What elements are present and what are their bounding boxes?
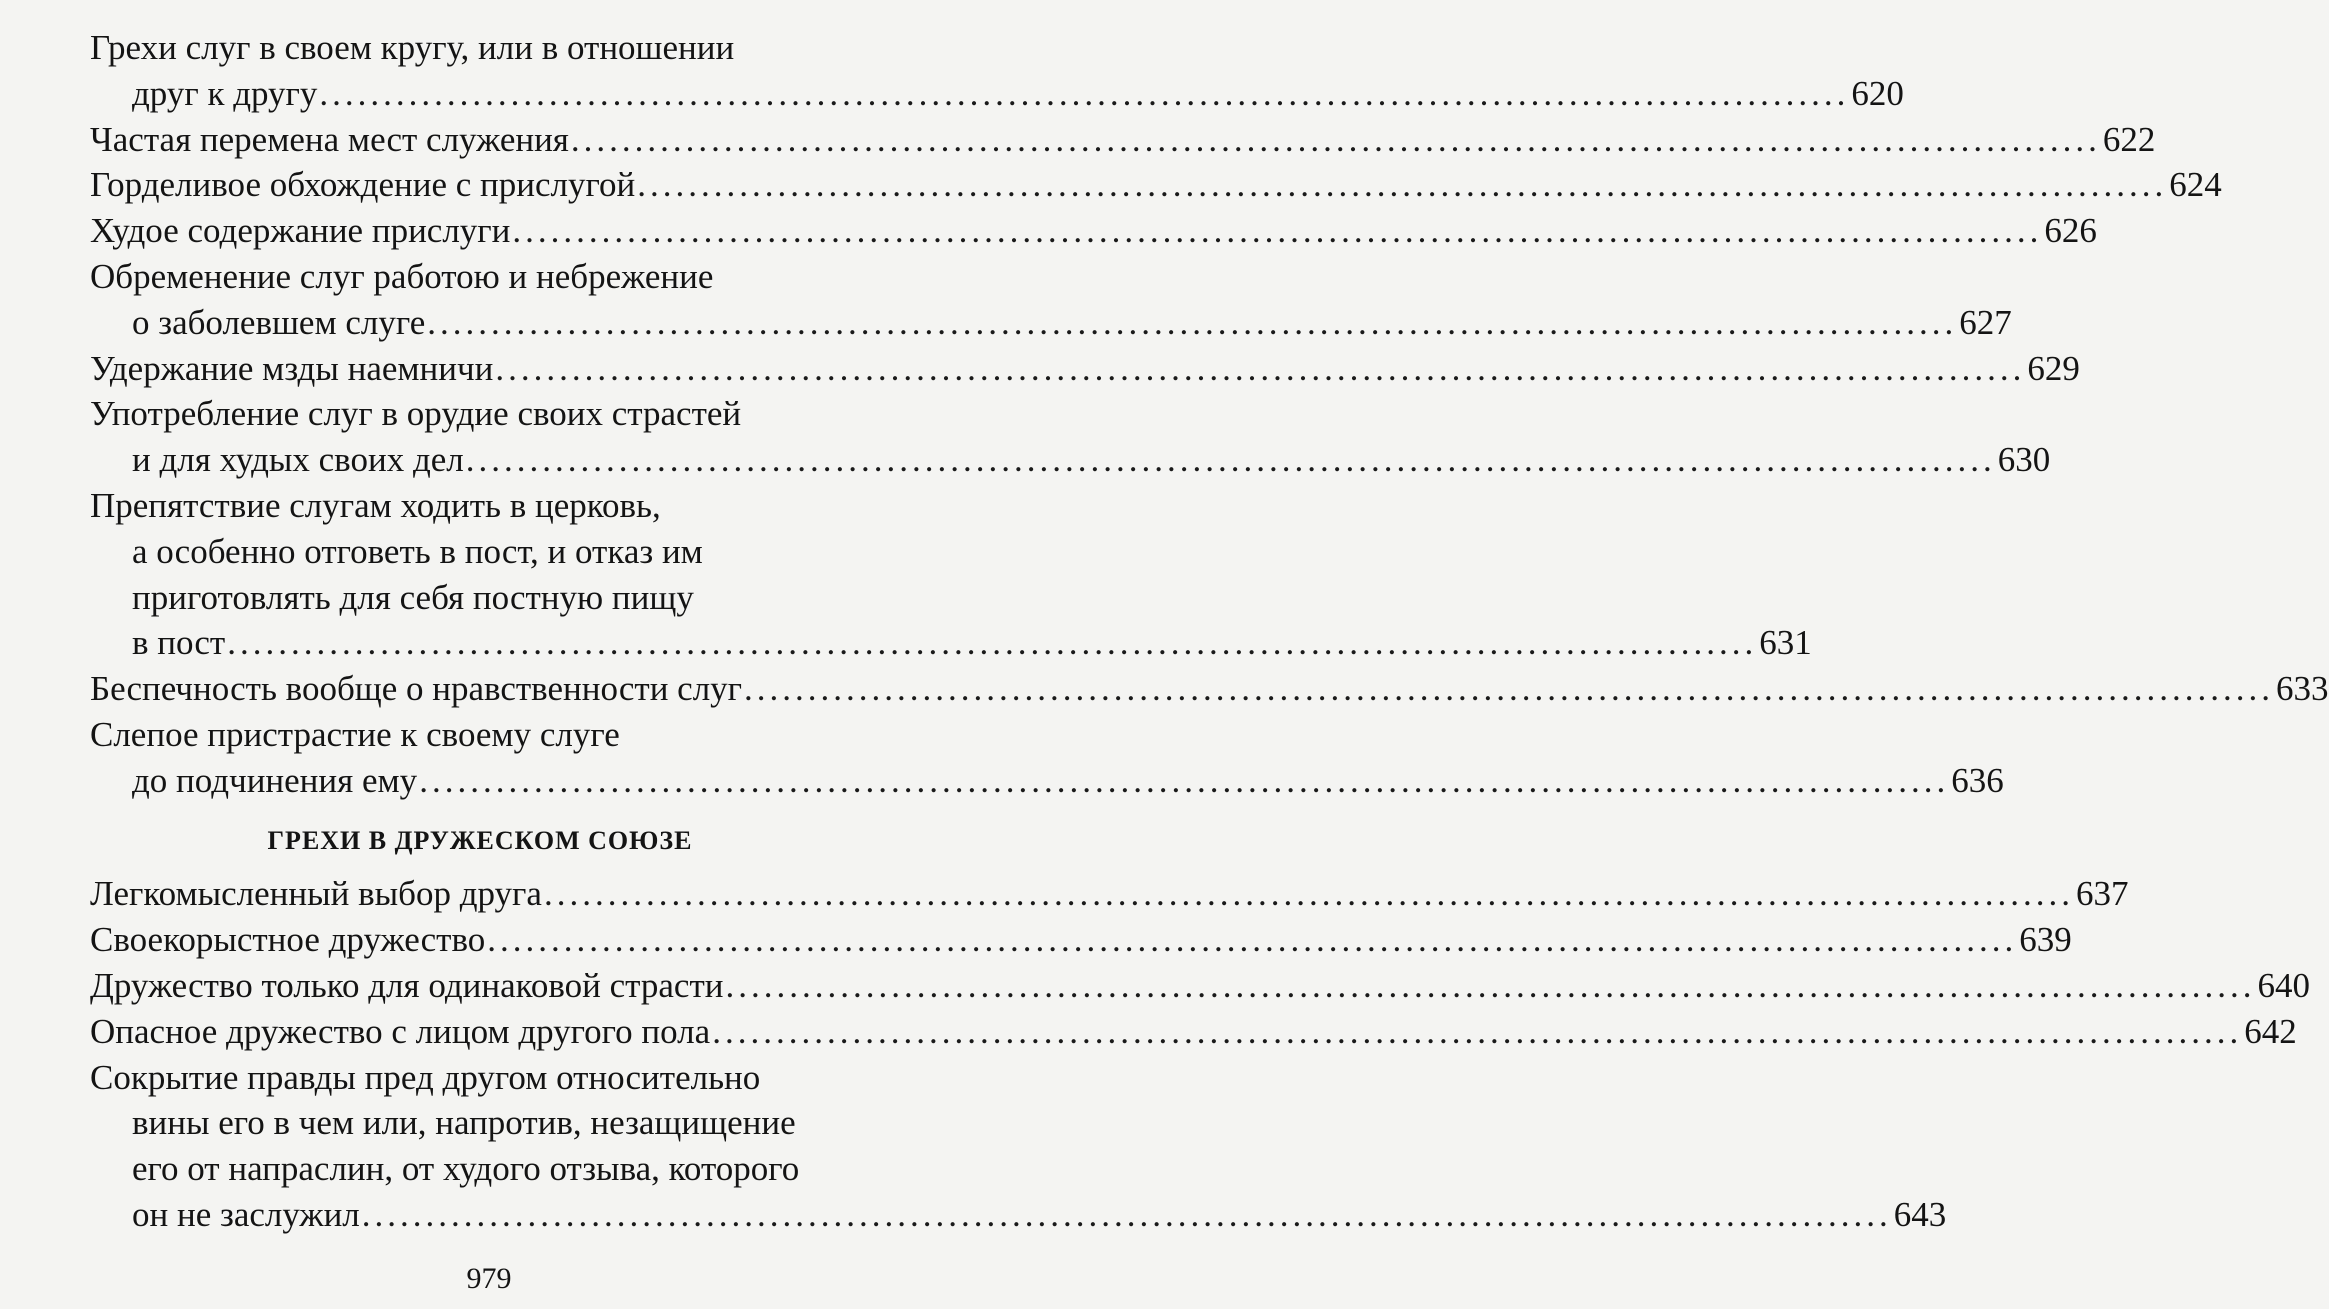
toc-entry-final-line [90,300,2012,346]
dot-leader: ........................................................................................................................ [495,348,2026,388]
toc-entry-line: Употребление слуг в орудие своих страстей [90,394,742,434]
dot-leader: ........................................................................................................................ [487,920,2018,960]
toc-entry-title: он не заслужил [132,1194,360,1234]
toc-page-ref: 643 [1893,1194,1947,1234]
toc-entry-final-line [90,917,2072,963]
dot-leader: ........................................................................................................................ [637,165,2168,205]
dot-leader: ........................................................................................................................ [465,440,1996,480]
toc-entry-line: а особенно отговеть в пост, и отказ им [132,531,703,571]
toc-entry-final-line [90,963,2310,1009]
dot-leader: ........................................................................................................................ [427,302,1958,342]
toc-entry-title: в пост [132,623,226,663]
toc-entry [90,483,1812,666]
toc-entry [90,871,2129,917]
toc-entry [90,917,2072,963]
dot-leader: ........................................................................................................................ [227,623,1758,663]
toc-page-ref: 639 [2019,920,2072,960]
toc-entry [90,1055,1947,1238]
toc-entry-final-line [90,346,2080,392]
toc-page-ref: 630 [1997,440,2051,480]
toc-page-ref: 620 [1851,73,1904,113]
dot-leader: ........................................................................................................................ [319,73,1850,113]
toc-entry [90,712,2004,804]
toc-entry-line: Препятствие слугам ходить в церковь, [90,485,661,525]
dot-leader: ........................................................................................................................ [543,874,2074,914]
toc-entry-title: о заболевшем слуге [132,302,426,342]
toc-entry-final-line [90,1009,2297,1055]
toc-entry-title: Беспечность вообще о нравственности слуг [90,669,743,709]
toc-group-servants [90,25,2329,804]
toc-entry [90,1009,2297,1055]
toc-entry [90,391,2051,483]
toc-entry-final-line [90,620,1812,666]
toc-page-ref: 629 [2027,348,2080,388]
toc-entry-line: Грехи слуг в своем кругу, или в отношении [90,28,735,67]
toc-entry-final-line [90,117,2156,163]
toc-entry-title: Дружество только для одинаковой страсти [90,965,724,1005]
dot-leader: ........................................................................................................................ [744,669,2275,709]
toc-entry-final-line [90,758,2004,804]
toc-entry-final-line [90,208,2097,254]
table-of-contents [90,25,2329,1238]
toc-page-ref: 633 [2276,669,2329,709]
dot-leader: ........................................................................................................................ [712,1011,2243,1051]
toc-entry-title: Легкомысленный выбор друга [90,874,542,914]
toc-page-ref: 631 [1759,623,1812,663]
toc-entry-title: Опасное дружество с лицом другого пола [90,1011,711,1051]
toc-entry-title: и для худых своих дел [132,440,464,480]
toc-entry [90,162,2222,208]
toc-page-ref: 637 [2075,874,2129,914]
toc-entry-title: Частая перемена мест служения [90,119,569,159]
toc-entry-line: его от напраслин, от худого отзыва, которого [132,1149,800,1189]
toc-entry-line: Слепое пристрастие к своему слуге [90,714,620,754]
dot-leader: ........................................................................................................................ [570,119,2101,159]
toc-entry [90,963,2310,1009]
toc-page-ref: 627 [1959,302,2012,342]
toc-entry-final-line [90,666,2329,712]
toc-entry-title: до подчинения ему [132,760,418,800]
toc-page-ref: 622 [2102,119,2156,159]
section-heading-friendship: ГРЕХИ В ДРУЖЕСКОМ СОЮЗЕ [267,825,693,855]
toc-entry [90,208,2097,254]
toc-page-ref: 642 [2244,1011,2297,1051]
toc-entry-final-line [90,437,2051,483]
toc-entry-line: Обременение слуг работою и небрежение [90,256,714,296]
toc-page-ref: 636 [1951,760,2004,800]
toc-entry-title: Удержание мзды наемничи [90,348,494,388]
toc-entry-final-line [90,71,1904,117]
toc-entry [90,254,2012,346]
toc-entry-title: Худое содержание прислуги [90,211,511,251]
dot-leader: ........................................................................................................................ [512,211,2043,251]
dot-leader: ........................................................................................................................ [419,760,1950,800]
toc-entry-title: Горделивое обхождение с прислугой [90,165,636,205]
toc-entry-final-line [90,162,2222,208]
toc-entry-final-line [90,871,2129,917]
toc-entry-line: Сокрытие правды пред другом относительно [90,1057,761,1097]
toc-entry [90,666,2329,712]
toc-entry-title: друг к другу [132,73,318,113]
toc-entry-final-line [90,1192,1947,1238]
toc-page-ref: 624 [2169,165,2222,205]
dot-leader: ........................................................................................................................ [361,1194,1892,1234]
toc-page-ref: 640 [2257,965,2310,1005]
toc-entry-line: приготовлять для себя постную пищу [132,577,694,617]
toc-group-friendship [90,871,2310,1237]
page-number: 979 [466,1262,512,1295]
toc-entry [90,117,2156,163]
toc-entry-title: Своекорыстное дружество [90,920,486,960]
dot-leader: ........................................................................................................................ [725,965,2256,1005]
toc-entry [90,346,2080,392]
toc-entry [90,25,1904,117]
toc-entry-line: вины его в чем или, напротив, незащищение [132,1103,796,1143]
toc-page-ref: 626 [2044,211,2097,251]
